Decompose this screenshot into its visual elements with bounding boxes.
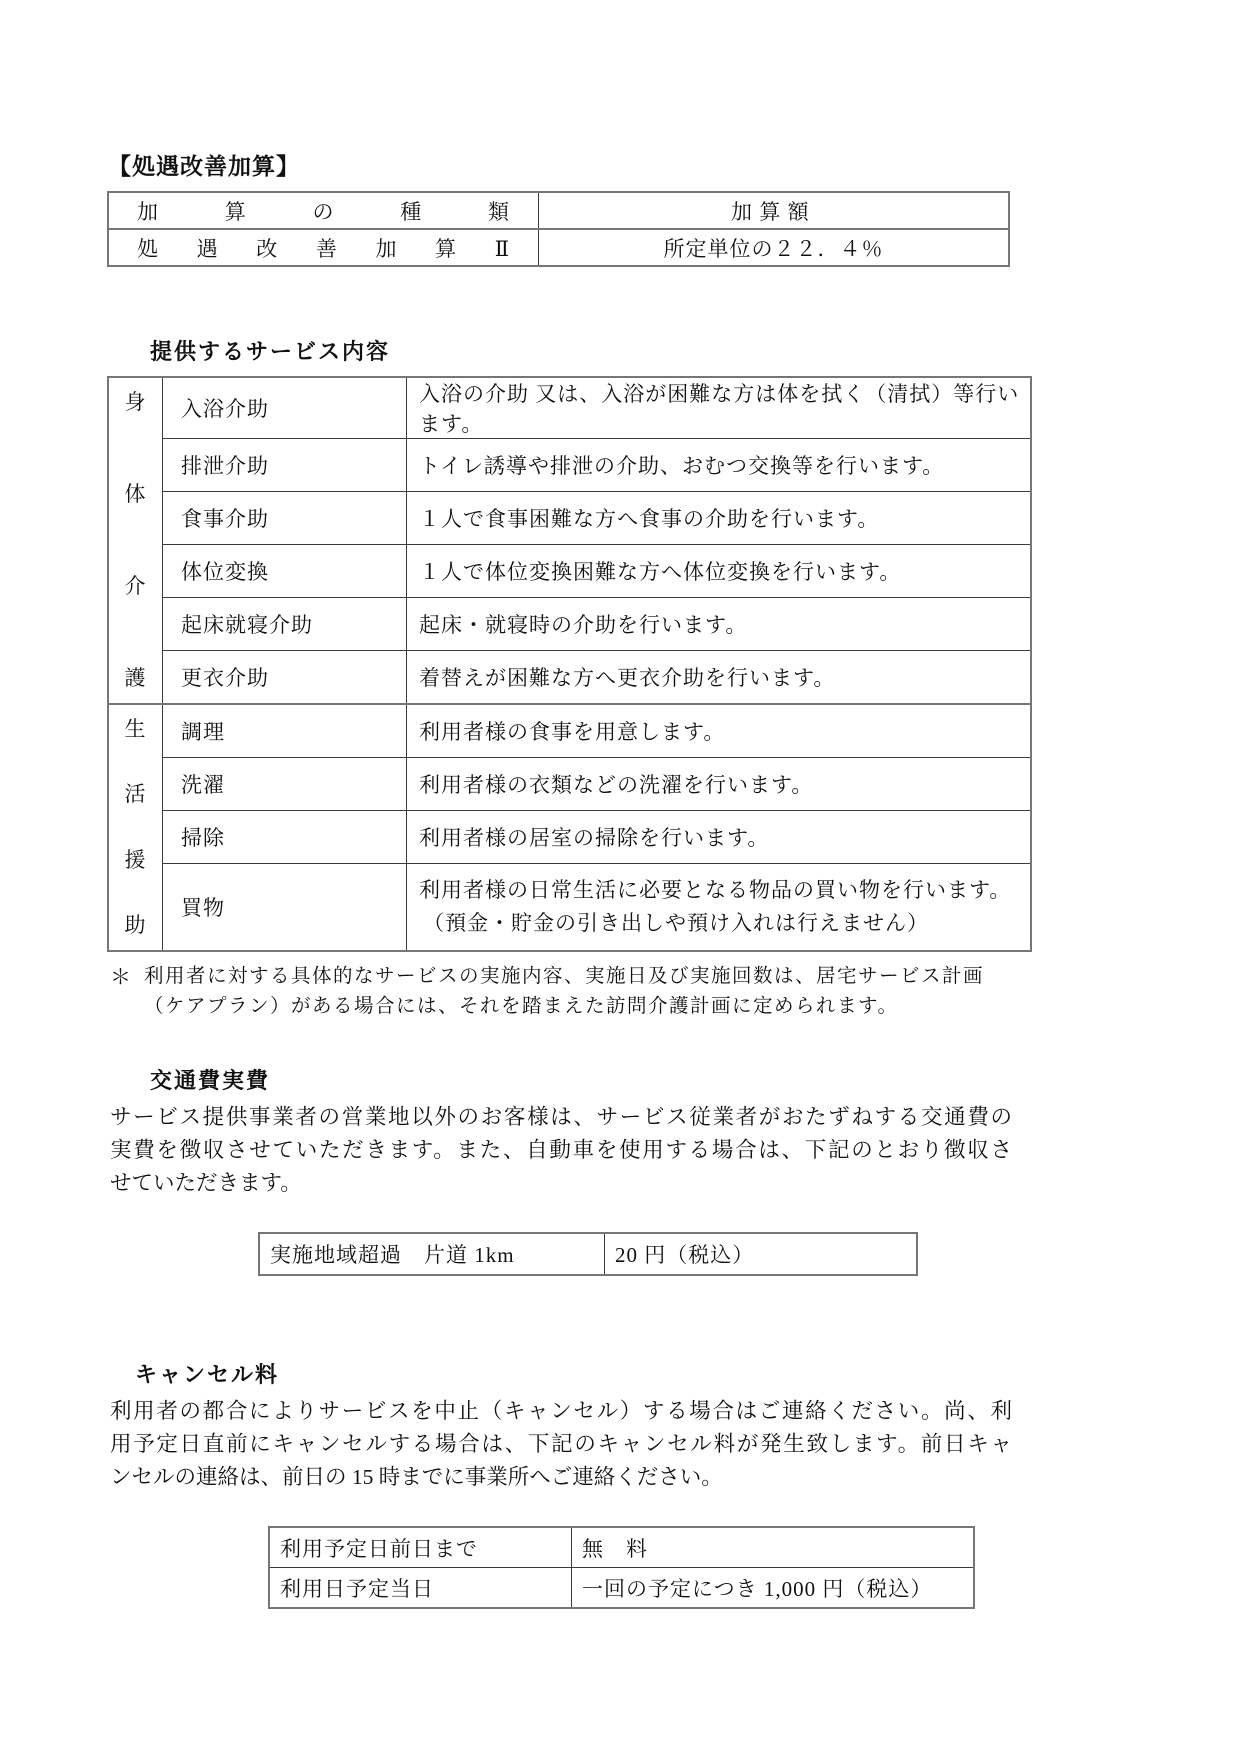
services-footnote (110, 962, 1049, 1022)
services-heading: 提供するサービス内容 (150, 339, 391, 364)
table-row (108, 811, 1031, 864)
table-row (108, 864, 1031, 952)
table-row (108, 704, 1031, 758)
transport-fee-item: 実施地域超過 片道 1km (259, 1233, 605, 1275)
asterisk-mark: ＊ (110, 965, 133, 989)
services-table (107, 376, 1032, 952)
service-name: 掃除 (163, 811, 407, 864)
treatment-header-amount: 加算額 (539, 192, 1010, 229)
service-desc: 利用者様の居室の掃除を行います。 (407, 811, 1032, 864)
service-desc: 着替えが困難な方へ更衣介助を行います。 (407, 651, 1032, 705)
paragraph-line: 利用者の都合によりサービスを中止（キャンセル）する場合はご連絡ください。尚、利 (110, 1399, 1012, 1423)
footnote-line: （ケアプラン）がある場合には、それを踏まえた訪問介護計画に定められます。 (144, 996, 899, 1017)
table-row (108, 377, 1031, 439)
service-name: 洗濯 (163, 758, 407, 811)
table-row (108, 545, 1031, 598)
service-desc (407, 864, 1032, 952)
group-physical-care (108, 377, 163, 704)
paragraph-line: 用予定日直前にキャンセルする場合は、下記のキャンセル料が発生致します。前日キャ (110, 1432, 1012, 1456)
table-row (108, 439, 1031, 492)
service-name: 起床就寝介助 (163, 598, 407, 651)
cancel-fee: 無 料 (572, 1527, 975, 1568)
table-row (259, 1233, 917, 1275)
table-row (108, 192, 1009, 229)
service-desc: トイレ誘導や排泄の介助、おむつ交換等を行います。 (407, 439, 1032, 492)
group-physical-care-label: 身 体 介 護 (124, 390, 147, 690)
treatment-table (107, 191, 1010, 267)
paragraph-line: 実費を徴収させていただきます。また、自動車を使用する場合は、下記のとおり徴収さ (110, 1138, 1012, 1162)
transport-fee-table (258, 1232, 918, 1276)
cancel-when: 利用日予定当日 (269, 1568, 572, 1609)
group-life-support (108, 704, 163, 951)
paragraph-line: ンセルの連絡は、前日の 15 時までに事業所へご連絡ください。 (110, 1465, 723, 1489)
service-desc-line1: 利用者様の日常生活に必要となる物品の買い物を行います。 (419, 878, 1012, 903)
service-name: 更衣介助 (163, 651, 407, 705)
transport-paragraph (110, 1101, 1012, 1200)
table-row (269, 1568, 974, 1609)
service-desc: 入浴の介助 又は、入浴が困難な方は体を拭く（清拭）等行います。 (407, 377, 1032, 439)
table-row (108, 758, 1031, 811)
service-desc: 起床・就寝時の介助を行います。 (407, 598, 1032, 651)
treatment-row-type: 処遇改善加算Ⅱ (108, 229, 539, 266)
cancel-heading: キャンセル料 (135, 1362, 280, 1387)
cancel-when: 利用予定日前日まで (269, 1527, 572, 1568)
footnote-line: 利用者に対する具体的なサービスの実施内容、実施日及び実施回数は、居宅サービス計画 (144, 966, 985, 987)
treatment-header-type: 加算の種類 (108, 192, 539, 229)
table-row (108, 492, 1031, 545)
service-desc: １人で食事困難な方へ食事の介助を行います。 (407, 492, 1032, 545)
table-row (108, 651, 1031, 705)
treatment-row-amount: 所定単位の２２．４％ (539, 229, 1010, 266)
group-life-support-label: 生 活 援 助 (124, 717, 147, 937)
cancel-fee: 一回の予定につき 1,000 円（税込） (572, 1568, 975, 1609)
table-row (108, 229, 1009, 266)
service-name: 食事介助 (163, 492, 407, 545)
cancel-fee-table (268, 1526, 975, 1609)
paragraph-line: せていただきます。 (110, 1171, 302, 1195)
table-row (108, 598, 1031, 651)
paragraph-line: サービス提供事業者の営業地以外のお客様は、サービス従業者がおたずねする交通費の (110, 1105, 1012, 1129)
service-desc: 利用者様の衣類などの洗濯を行います。 (407, 758, 1032, 811)
transport-fee-value: 20 円（税込） (605, 1233, 918, 1275)
service-name: 買物 (163, 864, 407, 952)
transport-heading: 交通費実費 (150, 1068, 271, 1093)
treatment-heading: 【処遇改善加算】 (108, 154, 300, 179)
service-desc-line2: （預金・貯金の引き出しや預け入れは行えません） (423, 911, 929, 935)
table-row (269, 1527, 974, 1568)
cancel-paragraph (110, 1395, 1012, 1494)
service-name: 排泄介助 (163, 439, 407, 492)
service-name: 入浴介助 (163, 377, 407, 439)
service-name: 体位変換 (163, 545, 407, 598)
service-desc: 利用者様の食事を用意します。 (407, 704, 1032, 758)
service-desc: １人で体位変換困難な方へ体位変換を行います。 (407, 545, 1032, 598)
service-name: 調理 (163, 704, 407, 758)
